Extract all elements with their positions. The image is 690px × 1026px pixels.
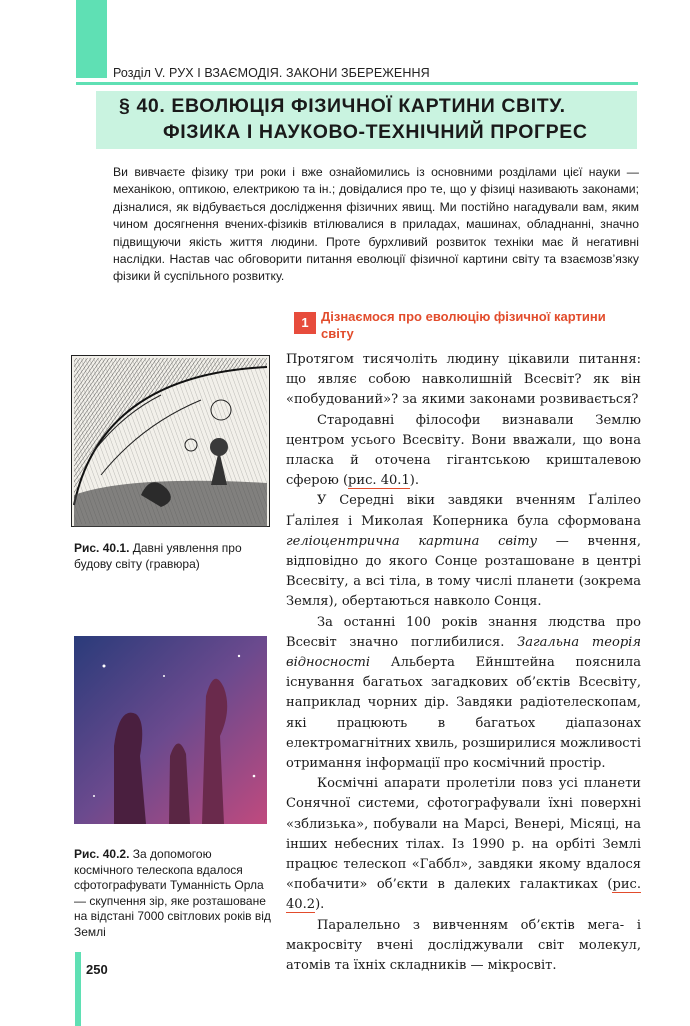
subsection-title: Дізнаємося про еволюцію фізичної картини світу (321, 309, 606, 341)
figure-40-2-caption: Рис. 40.2. За допомогою космічного телескопа вдалося сфотографувати Туманність Орла — скупчення зір, яке розташоване на відстані 7000 світлових років від Землі (74, 847, 271, 939)
figure-40-2-reference[interactable]: рис. 40.2 (286, 877, 641, 913)
page-number: 250 (86, 962, 108, 977)
paragraph-4: За останні 100 років знання людства про Всесвіт значно поглибилися. Загальна теорія відносності Альберта Ейнштейна пояснила існування багатьох загадкових об’єктів Всесвіту, наприклад чорних дір. Завдяки радіотелескопам, які працюють в багатьох діапазонах електромагнітних хвиль, розширилися можливості отримання інформації про космічний простір. (286, 614, 641, 772)
flammarion-engraving-image (71, 355, 270, 527)
paragraph-5: Космічні апарати пролетіли повз усі планети Сонячної системи, сфотографували їхні поверхні «зблизька», побували на Марсі, Венері, Місяці, на інших небесних тілах. Із 1990 р. на орбіті Землі працює телескоп «Габбл», завдяки якому вдалося «побачити» об’єкти в далеких галактиках (рис. 40.2). (286, 776, 641, 913)
section-header: Розділ V. РУХ І ВЗАЄМОДІЯ. ЗАКОНИ ЗБЕРЕЖЕННЯ (113, 66, 430, 80)
page-edge-tab (75, 952, 81, 1026)
header-rule (76, 82, 638, 85)
page-title-line1: § 40. ЕВОЛЮЦІЯ ФІЗИЧНОЇ КАРТИНИ СВІТУ. (119, 95, 566, 117)
eagle-nebula-photo (74, 636, 267, 824)
paragraph-1: Протягом тисячоліть людину цікавили питання: що являє собою навколишній Всесвіт? як він «побудований»? за якими законами розвивається? (286, 352, 641, 408)
intro-paragraph: Ви вивчаєте фізику три роки і вже ознайомились із основними розділами цієї науки — механікою, оптикою, електрикою та ін.; довідалися про те, що у фізиці називають законами; дізналися, як відбувається дослідження фізичних явищ. Ми постійно нагадували вам, яким чином досягнення вчених-фізиків втілювалися в приладах, машинах, обладнанні, значно підвищуючи якість життя людини. Проте бурхливий розвиток техніки має й негативні наслідки. Настав час обговорити питання еволюції фізичної картини світу та взаємозв’язку фізики й суспільного розвитку. (113, 165, 639, 284)
subsection-number-badge: 1 (294, 312, 316, 334)
paragraph-2: Стародавні філософи визнавали Землю центром усього Всесвіту. Вони вважали, що вона пласка й оточена гігантською кришталевою сферою (рис. 40.1). (286, 412, 641, 489)
paragraph-3: У Середні віки завдяки вченням Ґалілео Ґалілея і Миколая Коперника була сформована геліоцентрична картина світу — вчення, відповідно до якого Сонце розташоване в центрі Всесвіту, а всі тіла, в тому числі планети (зокрема Земля), обертаються навколо Сонця. (286, 493, 641, 610)
figure-40-1-caption: Рис. 40.1. Давні уявлення про будову світу (гравюра) (74, 541, 242, 571)
paragraph-6: Паралельно з вивченням об’єктів мега- і макросвіту вчені досліджували світ молекул, атомів та їхніх складників — мікросвіт. (286, 917, 641, 974)
chapter-tab (76, 0, 107, 78)
figure-40-1-reference[interactable]: рис. 40.1 (348, 473, 410, 489)
page-title-line2: ФІЗИКА І НАУКОВО-ТЕХНІЧНИЙ ПРОГРЕС (163, 121, 588, 143)
body-text (286, 350, 641, 976)
